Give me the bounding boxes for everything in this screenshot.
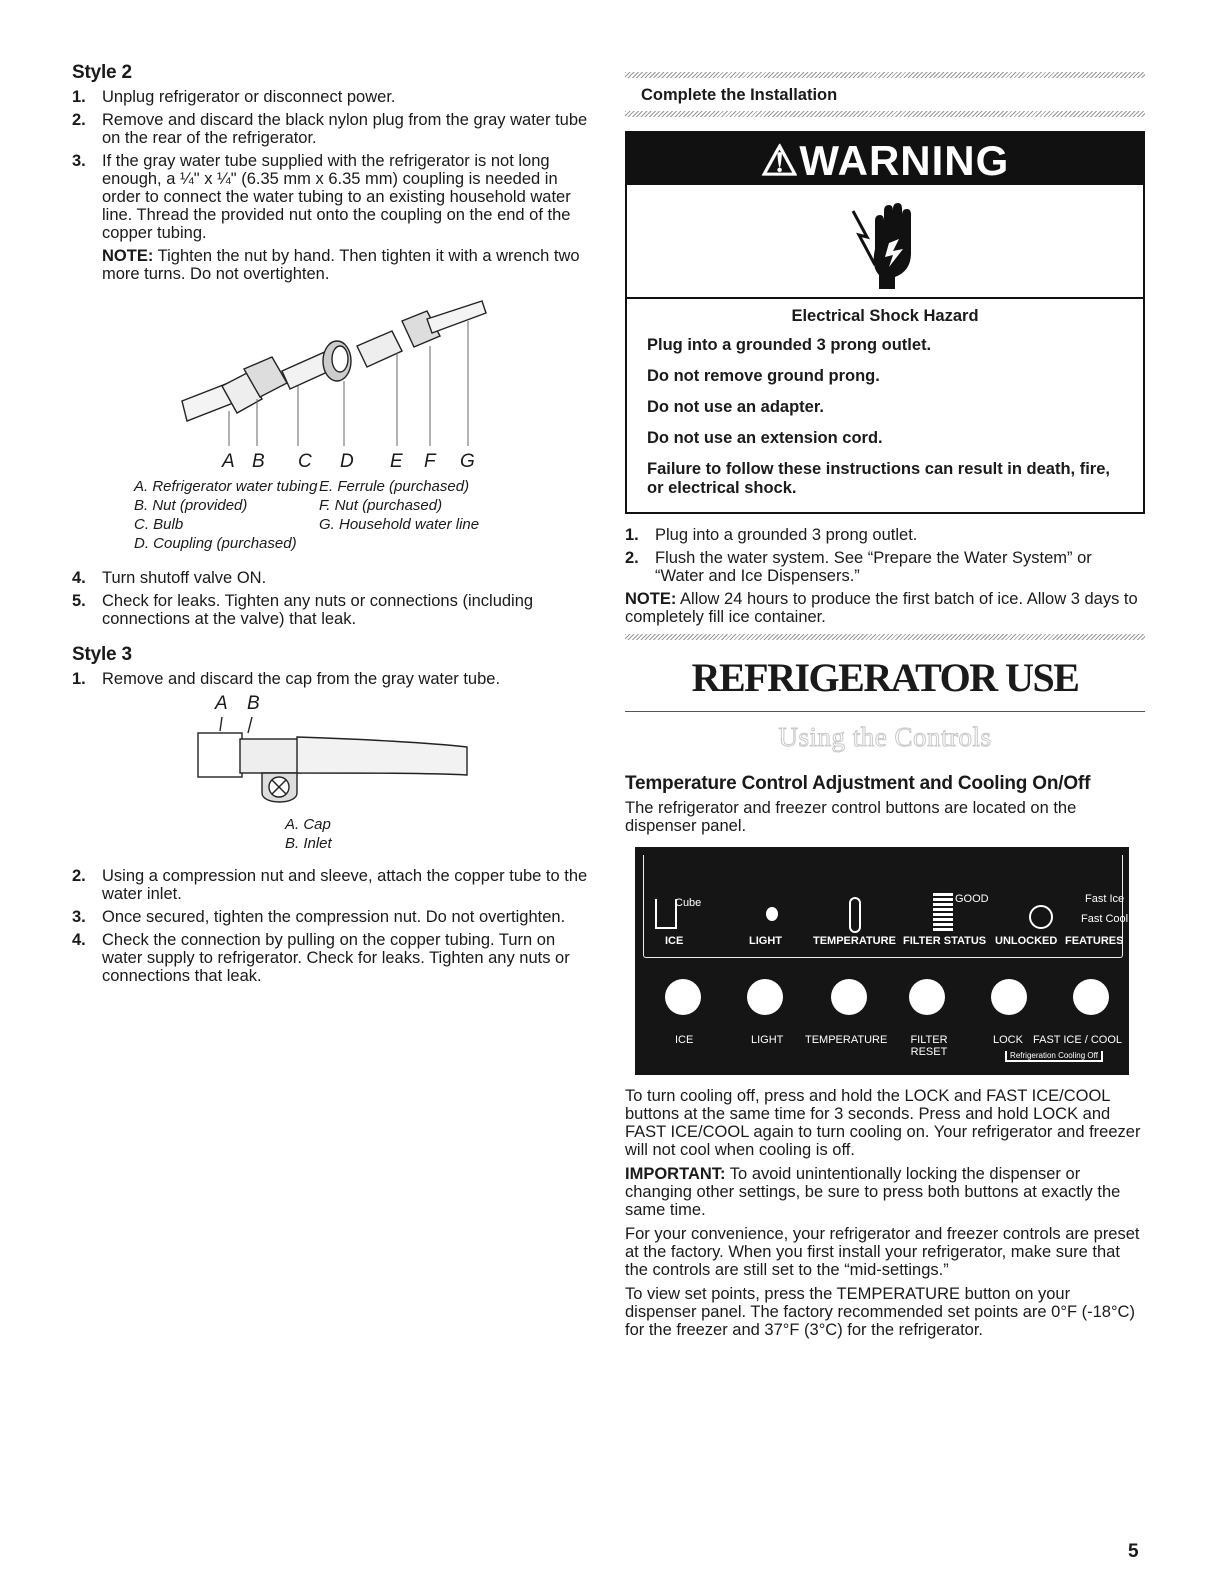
step-text: If the gray water tube supplied with the refrigerator is not long enough, a ¼" x ¼" (6.35 mm x 6.35 mm) coupling is needed in order to connect the water tubing to an existing household water line. Thread the provided nut onto the coupling on the end of the copper tubing.	[102, 152, 571, 242]
panel-top-label: TEMPERATURE	[813, 935, 896, 947]
inlet-figure	[72, 717, 592, 809]
fig1-caption: G. Household water line	[319, 516, 480, 533]
step-number: 3.	[72, 152, 86, 170]
step-text: Remove and discard the black nylon plug from the gray water tube on the rear of the refrigerator.	[102, 111, 588, 147]
step-text: Check the connection by pulling on the copper tubing. Turn on water supply to refrigerator. Check for leaks. Tighten any nuts or connections that leak.	[102, 931, 570, 985]
warning-box	[625, 131, 1145, 514]
filter-reset-button[interactable]	[909, 979, 945, 1015]
list-item	[72, 111, 592, 147]
shock-hazard-icon	[627, 185, 1143, 299]
fig2-letters	[72, 693, 592, 717]
step-number: 3.	[72, 908, 86, 926]
hazard-line: Do not use an adapter.	[647, 398, 824, 416]
note-label: NOTE:	[625, 590, 677, 608]
thermometer-icon	[849, 897, 861, 933]
hazard-line: Failure to follow these instructions can result in death, fire, or electrical shock.	[647, 460, 1110, 497]
divider	[625, 634, 1145, 640]
step-number: 1.	[72, 88, 86, 106]
cube-label: Cube	[675, 897, 702, 909]
divider	[625, 111, 1145, 117]
note	[102, 247, 592, 283]
button-label: ICE	[675, 1034, 694, 1046]
style2-steps	[72, 88, 592, 242]
step-number: 2.	[625, 549, 639, 567]
preset-paragraph: For your convenience, your refrigerator and freezer controls are preset at the factory. When you first install your refrigerator, make sure that the controls are still set to the “mid-settings.”	[625, 1225, 1140, 1279]
panel-top-label: LIGHT	[749, 935, 782, 947]
list-item	[625, 526, 1145, 544]
fig1-letter: D	[340, 451, 354, 472]
style3-step1	[72, 670, 592, 688]
fig1-caption: F. Nut (purchased)	[319, 497, 443, 514]
step-number: 2.	[72, 867, 86, 885]
left-column	[72, 62, 592, 990]
divider	[625, 711, 1145, 712]
fig1-letter: E	[390, 451, 403, 472]
step-text: Using a compression nut and sleeve, attach the copper tube to the water inlet.	[102, 867, 588, 903]
fig2-caption: B. Inlet	[285, 835, 332, 852]
important-note	[625, 1165, 1145, 1219]
style3-heading: Style 3	[72, 644, 132, 665]
step-number: 1.	[72, 670, 86, 688]
step-number: 2.	[72, 111, 86, 129]
list-item	[625, 549, 1145, 585]
button-label: FAST ICE / COOL	[1033, 1034, 1123, 1046]
step-text: Check for leaks. Tighten any nuts or connections (including connections at the valve) that leak.	[102, 592, 534, 628]
hazard-line: Plug into a grounded 3 prong outlet.	[647, 336, 932, 354]
list-item	[72, 908, 592, 926]
fig1-caption: A. Refrigerator water tubing	[134, 478, 318, 495]
filter-status-icon	[933, 893, 953, 931]
button-label: LOCK	[993, 1034, 1023, 1046]
warning-body	[627, 299, 1143, 512]
style2-heading: Style 2	[72, 62, 132, 83]
fig1-letter: G	[460, 451, 475, 472]
filter-good-label: GOOD	[955, 893, 989, 905]
step-text: Plug into a grounded 3 prong outlet.	[655, 526, 918, 544]
warning-title: ⚠WARNING	[627, 133, 1143, 185]
fig1-letters	[72, 451, 592, 477]
step-text: Flush the water system. See “Prepare the Water System” or “Water and Ice Dispensers.”	[655, 549, 1092, 585]
fig1-letter: C	[298, 451, 312, 472]
step-number: 4.	[72, 569, 86, 587]
note-text: Allow 24 hours to produce the first batch of ice. Allow 3 days to completely fill ice container.	[625, 590, 1138, 626]
style2-steps-continued	[72, 569, 592, 628]
refrigeration-cooling-off-label: Refrigeration Cooling Off	[1005, 1051, 1103, 1062]
right-column	[625, 72, 1145, 1345]
hazard-line: Do not remove ground prong.	[647, 367, 880, 385]
ice-button[interactable]	[665, 979, 701, 1015]
page-number: 5	[1128, 1541, 1139, 1562]
panel-top-label: FEATURES	[1065, 935, 1124, 947]
note-text: Tighten the nut by hand. Then tighten it with a wrench two more turns. Do not overtighten.	[102, 247, 580, 283]
panel-top-label: ICE	[665, 935, 684, 947]
coupling-illustration	[72, 291, 592, 451]
fig1-captions	[134, 477, 592, 553]
section-title: REFRIGERATOR USE	[691, 655, 1079, 700]
note-label: NOTE:	[102, 247, 154, 265]
fig1-caption: D. Coupling (purchased)	[134, 535, 297, 552]
list-item	[72, 592, 592, 628]
step-text: Once secured, tighten the compression nut. Do not overtighten.	[102, 908, 566, 926]
step-text: Unplug refrigerator or disconnect power.	[102, 88, 396, 106]
list-item	[72, 670, 592, 688]
panel-top-label: FILTER STATUS	[903, 935, 987, 947]
complete-installation-heading: Complete the Installation	[641, 86, 838, 104]
temp-intro: The refrigerator and freezer control buttons are located on the dispenser panel.	[625, 799, 1077, 835]
fig1-caption: C. Bulb	[134, 516, 184, 533]
lock-button[interactable]	[991, 979, 1027, 1015]
step-number: 1.	[625, 526, 639, 544]
inlet-illustration	[72, 717, 592, 809]
unlocked-icon	[1029, 905, 1053, 929]
ice-cube-icon	[655, 899, 677, 929]
button-label: TEMPERATURE	[805, 1034, 888, 1046]
cooling-off-paragraph: To turn cooling off, press and hold the LOCK and FAST ICE/COOL buttons at the same time for 3 seconds. Press and hold LOCK and FAST ICE/COOL again to turn cooling on. Your refrigerator and freezer will not cool when cooling is off.	[625, 1087, 1141, 1159]
fig1-caption: E. Ferrule (purchased)	[319, 478, 470, 495]
list-item	[72, 569, 592, 587]
list-item	[72, 867, 592, 903]
temp-control-heading: Temperature Control Adjustment and Cooling On/Off	[625, 773, 1091, 794]
button-label: FILTER RESET	[910, 1034, 948, 1058]
fig1-letter: A	[222, 451, 235, 472]
style3-steps	[72, 867, 592, 985]
fig1-caption: B. Nut (provided)	[134, 497, 248, 514]
temperature-button[interactable]	[831, 979, 867, 1015]
fig2-letter: B	[247, 693, 260, 714]
step-text: Turn shutoff valve ON.	[102, 569, 267, 587]
divider	[625, 72, 1145, 78]
fig2-letter: A	[215, 693, 228, 714]
light-bulb-icon	[766, 907, 778, 921]
fig2-caption: A. Cap	[285, 816, 331, 833]
dispenser-panel	[635, 847, 1129, 1075]
install-steps	[625, 526, 1145, 585]
coupling-figure	[72, 291, 592, 451]
list-item	[72, 88, 592, 106]
panel-top-label: UNLOCKED	[995, 935, 1058, 947]
fig1-caption	[319, 534, 504, 553]
important-label: IMPORTANT:	[625, 1165, 726, 1183]
fig2-captions	[285, 815, 592, 853]
hazard-title: Electrical Shock Hazard	[791, 307, 979, 325]
fig1-letter: F	[424, 451, 436, 472]
step-number: 4.	[72, 931, 86, 949]
fast-cool-label: Fast Cool	[1081, 913, 1129, 925]
list-item	[72, 931, 592, 985]
step-text: Remove and discard the cap from the gray water tube.	[102, 670, 501, 688]
hazard-line: Do not use an extension cord.	[647, 429, 883, 447]
list-item	[72, 152, 592, 242]
fast-ice-cool-button[interactable]	[1073, 979, 1109, 1015]
fast-ice-label: Fast Ice	[1085, 893, 1125, 905]
set-points-paragraph: To view set points, press the TEMPERATURE button on your dispenser panel. The factory recommended set points are 0°F (-18°C) for the freezer and 37°F (3°C) for the refrigerator.	[625, 1285, 1135, 1339]
light-button[interactable]	[747, 979, 783, 1015]
fig1-letter: B	[252, 451, 265, 472]
install-note	[625, 590, 1145, 626]
subsection-title: Using the Controls	[778, 722, 992, 752]
button-label: LIGHT	[751, 1034, 784, 1046]
step-number: 5.	[72, 592, 86, 610]
important-text: To avoid unintentionally locking the dispenser or changing other settings, be sure to press both buttons at exactly the same time.	[625, 1165, 1121, 1219]
